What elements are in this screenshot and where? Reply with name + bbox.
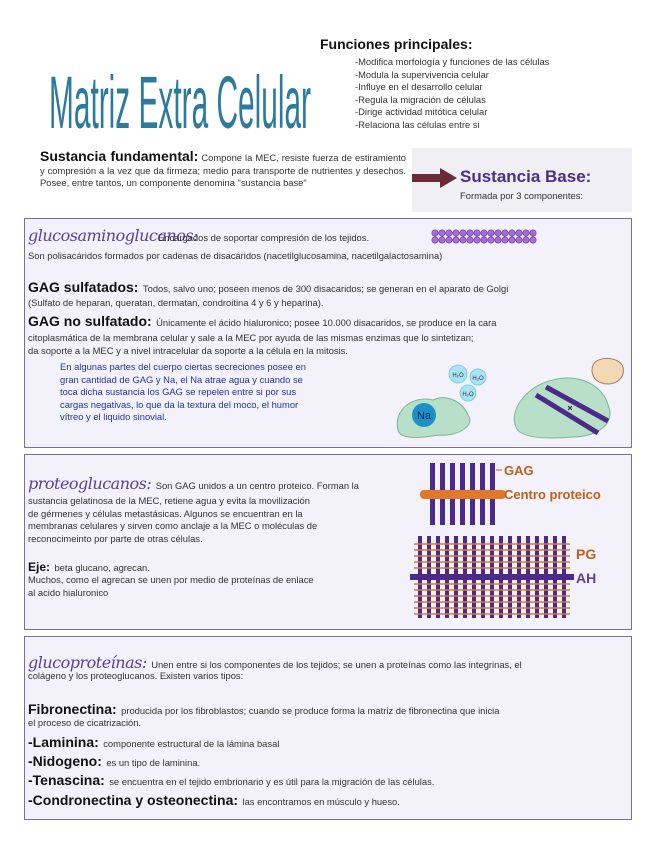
bead-chain-icon	[430, 229, 538, 245]
glucoproteinas-intro-text: Unen entre si los componentes de los tejidos; se unen a proteínas como las integrinas, el	[151, 659, 522, 670]
proteoglucanos-intro	[28, 474, 398, 494]
list-item: -Regula la migración de células	[355, 93, 486, 105]
list-item: -Modifica morfología y funciones de las células	[355, 56, 550, 67]
list-item: -Influye en el desarrollo celular	[355, 81, 483, 93]
proteoglucanos-text	[28, 495, 398, 545]
laminina-text: componente estructural de la lámina basal	[103, 738, 280, 749]
eje-text: beta glucano, agrecan.	[54, 562, 150, 573]
gag-no-sulfatado-heading: GAG no sulfatado:	[28, 313, 152, 329]
proteoglycan-diagram	[410, 458, 628, 628]
condronectina	[28, 792, 400, 810]
sustancia-fundamental-text: Compone la MEC, resiste fuerza de estiramiento y compresión a la vez que da firmeza; medio para transporte de nutrientes y desechos. Posee, entre tantos, un componente denomina "sustancia base"	[40, 152, 407, 188]
sodium-label: Na	[416, 410, 432, 422]
sustancia-fundamental	[40, 150, 406, 190]
core-protein-icon	[420, 490, 506, 499]
text-line: sustancia gelatinosa de la MEC, retiene agua y evita la movilización	[28, 495, 310, 506]
nidogeno-text: es un tipo de laminina.	[106, 757, 201, 768]
gag-sulfatados-heading: GAG sulfatados:	[28, 279, 139, 295]
arrow-right-icon	[412, 168, 457, 188]
funciones-heading: Funciones principales:	[320, 36, 473, 52]
pg-legend-label: PG	[576, 546, 597, 562]
list-item: -Modula la supervivencia celular	[355, 68, 489, 80]
gag-no-sulfatado-text: Únicamente el ácido hialuronico; posee 10.000 disacaridos, se produce en la cara	[156, 317, 497, 328]
gag-sulfatados-text: Todos, salvo uno; poseen menos de 300 disacaridos; se generan en el aparato de Golgi	[142, 283, 509, 294]
gag-legend-label: GAG	[504, 463, 534, 478]
gag-no-sulfatado-text2: citoplasmática de la membrana celular y sale a la MEC por ayuda de las mismas enzimas que lo sintetizan;	[28, 332, 474, 343]
proteoglucanos-script-title: proteoglucanos:	[28, 474, 152, 493]
ah-legend-label: AH	[576, 570, 597, 586]
condronectina-text: las encontramos en músculo y hueso.	[242, 796, 400, 807]
note-line: cargas negativas, lo que da la textura del moco, el humor	[60, 398, 299, 410]
eje-heading: Eje:	[28, 560, 51, 574]
gag-blue-note	[60, 361, 370, 424]
nidogeno	[28, 753, 200, 771]
funciones-list	[355, 56, 549, 132]
gag-script-title: glucosaminoglucanos:	[28, 226, 198, 245]
sustancia-fundamental-heading: Sustancia fundamental:	[40, 148, 199, 164]
gag-sulfatados-text2: (Sulfato de heparan, queratan, dermatan, condroitina 4 y 6 y heparina).	[28, 297, 324, 308]
note-line: vítreo y el liquido sinovial.	[60, 411, 167, 422]
fibronectina-heading: Fibronectina:	[28, 701, 117, 717]
text-line: al acido hialuronico	[28, 586, 109, 598]
fibronectina-text2: el proceso de cicatrización.	[28, 717, 142, 728]
gag-intro: Encargados de soportar compresión de los tejidos.	[158, 232, 370, 243]
gag-no-sulfatado-text3: da soporte a la MEC y a nivel intracelular da soporte a la célula en la mitosis.	[28, 345, 348, 356]
page-title	[44, 36, 316, 148]
note-line: En algunas partes del cuerpo ciertas secreciones posee en	[60, 361, 306, 372]
fibronectina-text: producida por los fibroblastos; cuando se produce forma la matriz de fibronectina que inicia	[121, 705, 500, 716]
note-line: gran cantidad de GAG y Na, el Na atrae agua y cuando se	[60, 373, 303, 385]
condronectina-heading: -Condronectina y osteonectina:	[28, 792, 239, 808]
gag-sodium-diagram	[388, 355, 628, 445]
laminina-heading: -Laminina:	[28, 734, 99, 750]
laminina	[28, 734, 279, 752]
text-line: reconocimeinto por parte de otras células.	[28, 532, 203, 544]
tenascina-heading: -Tenascina:	[28, 772, 105, 788]
finger-icon	[592, 358, 623, 384]
sustancia-base-sub: Formada por 3 componentes:	[460, 190, 583, 201]
centro-proteico-legend-label: Centro proteico	[504, 487, 601, 502]
glucoproteinas-script-title: glucoproteínas:	[28, 653, 147, 672]
tenascina-text: se encuentra en el tejido embrionario y es útil para la migración de las células.	[109, 776, 435, 787]
water-label: H₂O	[452, 373, 464, 379]
note-line: toca dicha sustancia los GAG se repelen entre si por sus	[60, 386, 297, 397]
nidogeno-heading: -Nidogeno:	[28, 753, 102, 769]
text-line: membranas celulares y sirven como anclaje a la MEC o moléculas de	[28, 520, 318, 531]
text-line: de gérmenes y células metastásicas. Algunos se encuentran en la	[28, 507, 303, 519]
water-label: H₂O	[472, 376, 484, 382]
tenascina	[28, 772, 434, 790]
gag-no-sulfatado	[28, 313, 628, 331]
hyaluronic-acid-axis-icon	[410, 574, 574, 580]
list-item: -Relaciona las células entre si	[355, 118, 480, 130]
svg-text:Matriz Extra Celular: Matriz Extra Celular	[49, 61, 311, 144]
text-line: Muchos, como el agrecan se unen por medio de proteínas de enlace	[28, 574, 314, 585]
glucoproteinas-intro2: colágeno y los proteoglucanos. Existen varios tipos:	[28, 670, 244, 681]
sustancia-base-heading: Sustancia Base:	[460, 167, 592, 186]
eje-description	[28, 574, 408, 599]
list-item: -Dirige actividad mitótica celular	[355, 106, 488, 118]
gag-sulfatados	[28, 279, 628, 297]
water-label: H₂O	[462, 392, 474, 398]
proteoglucanos-line: Son GAG unidos a un centro proteico. Forman la	[155, 480, 359, 491]
gag-line2: Son polisacáridos formados por cadenas de disacáridos (nacetilglucosamina, nacetilgalactosamina)	[28, 250, 443, 261]
